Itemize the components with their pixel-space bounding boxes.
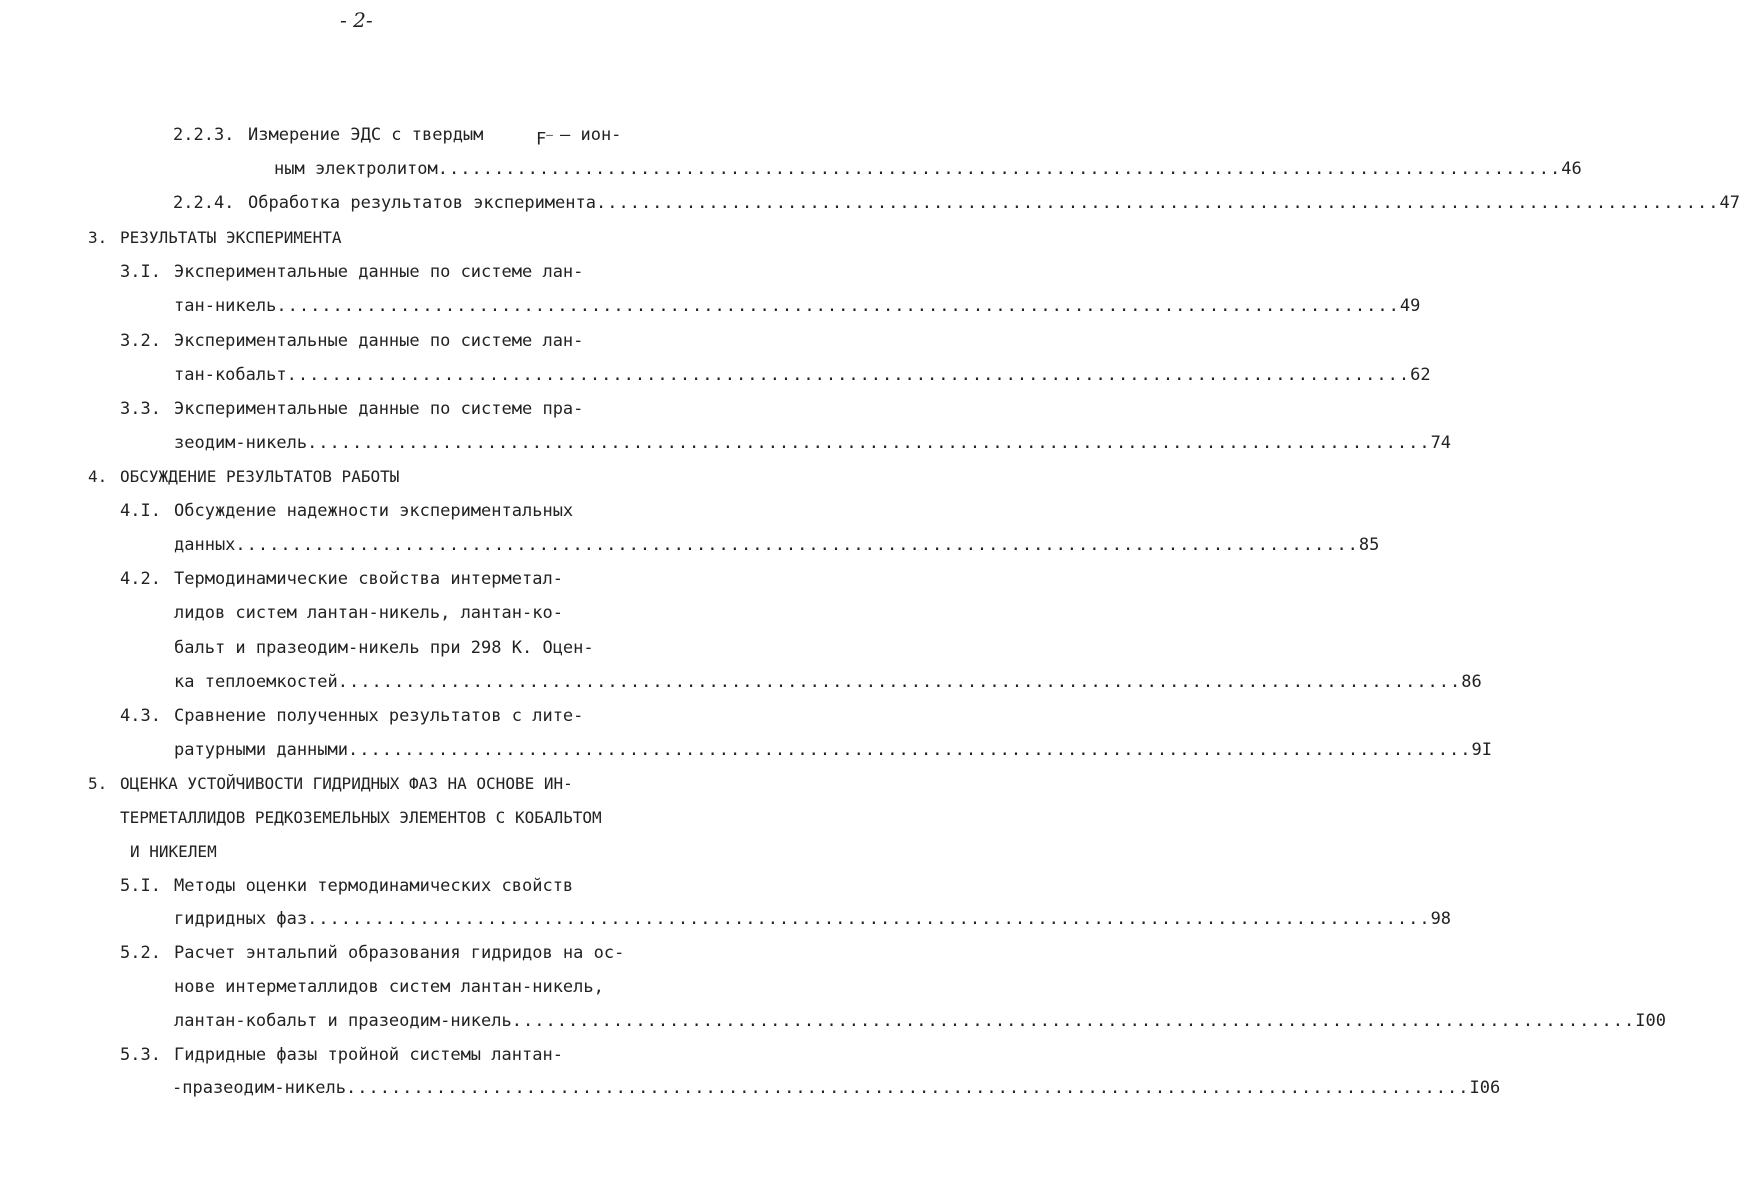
toc-page-number: 47 xyxy=(1719,193,1740,213)
toc-chapter-title: ОБСУЖДЕНИЕ РЕЗУЛЬТАТОВ РАБОТЫ xyxy=(120,467,400,486)
toc-number: 5.3. xyxy=(120,1045,161,1065)
toc-leader-line xyxy=(174,671,1482,693)
toc-title-line: Расчет энтальпий образования гидридов на ос- xyxy=(174,943,625,963)
toc-leader-line xyxy=(174,295,1421,317)
toc-number: 5. xyxy=(88,774,108,793)
toc-title-line: Обсуждение надежности экспериментальных xyxy=(174,501,574,521)
toc-number: 3. xyxy=(88,228,108,247)
toc-dots: .................................................................................................... xyxy=(596,193,1720,213)
toc-title-line: ным электролитом xyxy=(274,159,438,179)
toc-page-number: 49 xyxy=(1399,296,1421,316)
toc-dots: .................................................................................................... xyxy=(337,672,1462,692)
toc-title-line: Экспериментальные данные по системе лан- xyxy=(174,262,584,282)
toc-chapter-title: ТЕРМЕТАЛЛИДОВ РЕДКОЗЕМЕЛЬНЫХ ЭЛЕМЕНТОВ С КОБАЛЬТОМ xyxy=(120,808,602,827)
toc-dots: .................................................................................................... xyxy=(348,740,1472,760)
fluoride-charge: – xyxy=(546,128,553,141)
toc-number: 3.I. xyxy=(120,262,161,282)
toc-title-line: гидридных фаз xyxy=(174,909,308,929)
toc-page-number: 62 xyxy=(1410,365,1431,385)
page-number: - 2- xyxy=(340,8,373,32)
toc-title-line: Экспериментальные данные по системе пра- xyxy=(174,399,584,419)
toc-number: 3.2. xyxy=(120,331,161,351)
toc-title-line: Экспериментальные данные по системе лан- xyxy=(174,331,584,351)
toc-entry-5-3-cont xyxy=(0,1077,1501,1121)
toc-page-number: I06 xyxy=(1469,1078,1501,1098)
toc-title-line: нове интерметаллидов систем лантан-никель, xyxy=(174,977,604,997)
toc-number: 4.I. xyxy=(120,501,161,521)
toc-page-number: 86 xyxy=(1461,672,1482,692)
toc-title-line: Измерение ЭДС с твердым xyxy=(248,125,484,145)
fluoride-letter: F xyxy=(536,129,547,150)
toc-title-line: лантан-кобальт и празеодим-никель xyxy=(174,1011,512,1031)
toc-dots: .................................................................................................... xyxy=(437,159,1562,179)
toc-leader-line xyxy=(174,432,1452,454)
toc-title-line: бальт и празеодим-никель при 298 К. Оцен- xyxy=(174,638,594,658)
toc-number: 3.3. xyxy=(120,399,161,419)
toc-title-line: Гидридные фазы тройной системы лантан- xyxy=(174,1045,563,1065)
toc-number: 2.2.3. xyxy=(173,125,235,145)
toc-title-line: ратурными данными xyxy=(174,740,348,760)
toc-leader-line xyxy=(274,158,1582,180)
toc-number: 4.3. xyxy=(120,706,161,726)
toc-leader-line xyxy=(248,192,1740,214)
toc-dots: .................................................................................................... xyxy=(307,909,1431,929)
toc-title-line: ка теплоемкостей xyxy=(174,672,338,692)
toc-number: 5.2. xyxy=(120,943,161,963)
toc-leader-line xyxy=(172,1077,1501,1099)
toc-leader-line xyxy=(174,534,1380,556)
toc-number: 2.2.4. xyxy=(173,193,235,213)
toc-title-line: Обработка результатов эксперимента xyxy=(248,193,596,213)
toc-chapter-title: И НИКЕЛЕМ xyxy=(130,842,217,861)
toc-page-number: 46 xyxy=(1561,159,1582,179)
toc-chapter-title: РЕЗУЛЬТАТЫ ЭКСПЕРИМЕНТА xyxy=(120,228,342,247)
toc-title-line: – ион- xyxy=(560,125,622,145)
toc-dots: .................................................................................................... xyxy=(286,365,1411,385)
toc-title-line: Сравнение полученных результатов с лите- xyxy=(174,706,584,726)
toc-chapter-title: ОЦЕНКА УСТОЙЧИВОСТИ ГИДРИДНЫХ ФАЗ НА ОСНОВЕ ИН- xyxy=(120,774,573,793)
toc-dots: .................................................................................................... xyxy=(276,296,1400,316)
toc-page-number: 85 xyxy=(1358,535,1380,555)
toc-number: 4.2. xyxy=(120,569,161,589)
fluoride-symbol xyxy=(536,124,553,151)
toc-title-line: тан-кобальт xyxy=(174,365,287,385)
toc-title-line: Методы оценки термодинамических свойств xyxy=(174,876,574,896)
toc-number: 5.I. xyxy=(120,876,161,896)
toc-title-line: лидов систем лантан-никель, лантан-ко- xyxy=(174,603,563,623)
toc-title-line: тан-никель xyxy=(174,296,277,316)
toc-leader-line xyxy=(174,908,1452,930)
toc-title-line: Термодинамические свойства интерметал- xyxy=(174,569,563,589)
toc-page-number: I00 xyxy=(1635,1011,1666,1031)
toc-title-line: зеодим-никель xyxy=(174,433,308,453)
toc-page-number: 98 xyxy=(1430,909,1452,929)
toc-dots: .................................................................................................... xyxy=(511,1011,1636,1031)
toc-leader-line xyxy=(174,364,1431,386)
toc-leader-line xyxy=(174,739,1492,761)
toc-dots: .................................................................................................... xyxy=(235,535,1359,555)
toc-leader-line xyxy=(174,1010,1666,1032)
toc-dots: .................................................................................................... xyxy=(346,1078,1470,1098)
toc-number: 4. xyxy=(88,467,108,486)
toc-title-line: данных xyxy=(174,535,236,555)
toc-page-number: 74 xyxy=(1430,433,1452,453)
toc-dots: .................................................................................................... xyxy=(307,433,1431,453)
toc-page-number: 9I xyxy=(1471,740,1492,760)
toc-title-line: -празеодим-никель xyxy=(172,1078,346,1098)
